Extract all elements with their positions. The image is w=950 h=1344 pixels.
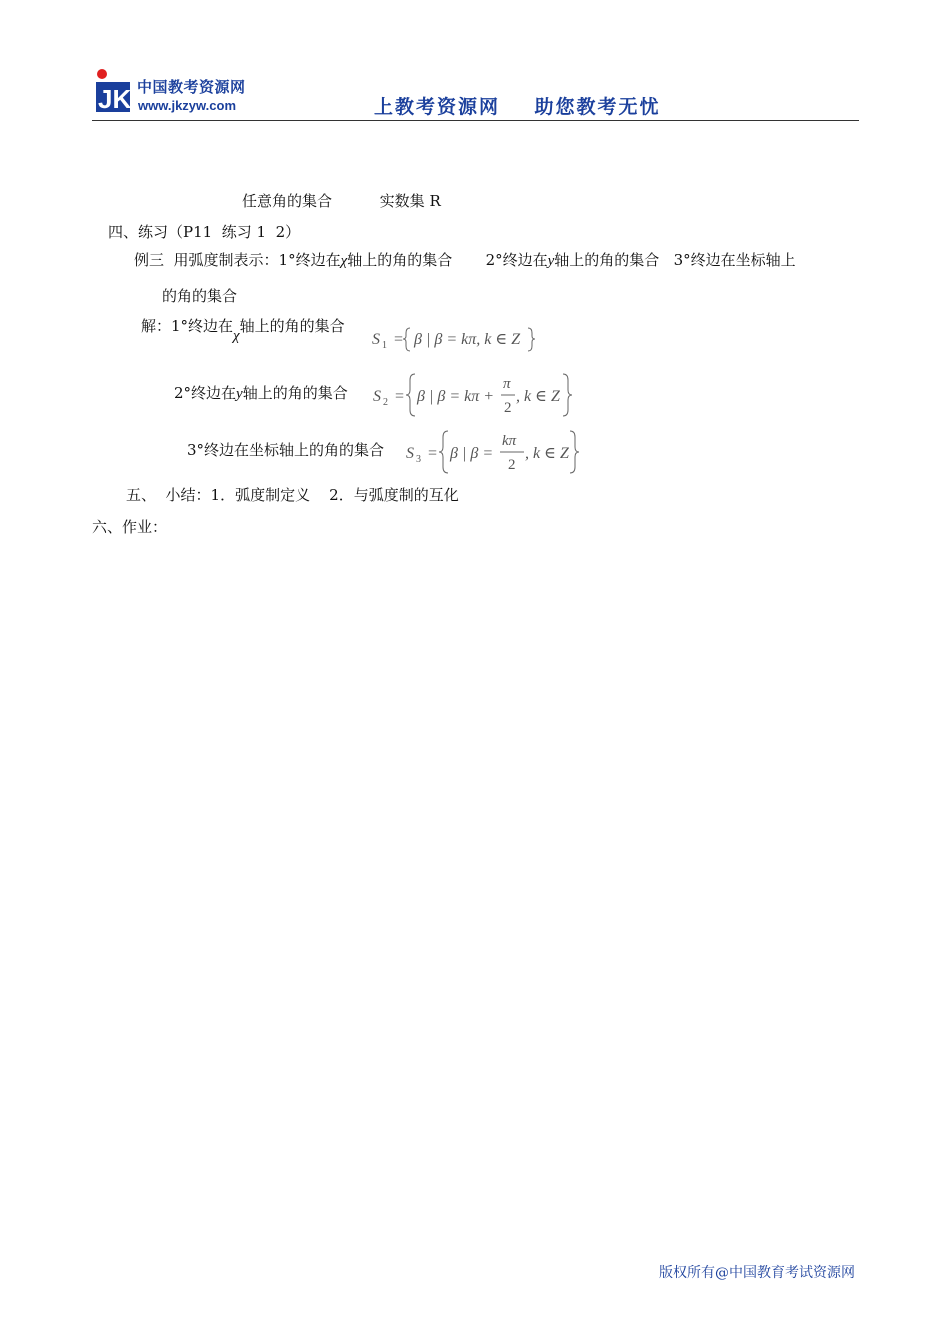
formula-s1 <box>372 322 542 356</box>
formula-s1-lhs: S <box>372 331 380 348</box>
formula-s3-right-brace <box>570 431 579 473</box>
formula-s2-left-brace <box>406 374 415 416</box>
example-mid2: 轴上的角的集合 3°终边在坐标轴上 <box>554 251 796 269</box>
formula-s1-right-brace <box>528 328 535 351</box>
formula-s3-sub: 3 <box>416 454 421 465</box>
logo-letters: JK <box>98 84 132 114</box>
example-3-continuation: 的角的集合 <box>162 287 238 305</box>
header-slogan: 上教考资源网 助您教考无忧 <box>374 96 661 118</box>
example-y-var: y <box>547 253 555 269</box>
solution-1-var: χ <box>233 328 240 344</box>
formula-s3 <box>406 428 586 476</box>
formula-s1-body: β | β = kπ, k ∈ Z <box>414 331 521 348</box>
formula-s2-after: , k ∈ Z <box>516 388 560 405</box>
solution-3-label: 3°终边在坐标轴上的角的集合 <box>187 441 385 459</box>
section-5-summary: 五、 小结：1．弧度制定义 2．与弧度制的互化 <box>126 486 459 504</box>
solution-1-label <box>141 316 345 344</box>
logo-site-url: www.jkzyw.com <box>138 98 237 113</box>
solution-1-suffix: 轴上的角的集合 <box>239 317 345 335</box>
header-divider <box>92 120 859 121</box>
formula-s2-sub: 2 <box>383 397 388 408</box>
formula-s1-left-brace <box>403 328 410 351</box>
formula-s2-numerator: π <box>503 376 511 392</box>
formula-s1-eq: = <box>394 331 404 348</box>
solution-1-prefix: 解：1°终边在 <box>141 317 234 335</box>
example-3-line <box>134 250 796 271</box>
formula-s1-sub: 1 <box>382 340 387 351</box>
formula-s2-denominator: 2 <box>504 400 512 416</box>
solution-2-suffix: 轴上的角的集合 <box>242 384 348 402</box>
formula-s3-numerator: kπ <box>502 433 517 449</box>
formula-s3-eq: = <box>428 445 438 462</box>
formula-s2-lhs: S <box>373 388 381 405</box>
formula-s2-before: β | β = kπ + <box>417 388 495 405</box>
solution-2-prefix: 2°终边在 <box>174 384 237 402</box>
example-prefix: 例三 用弧度制表示：1°终边在 <box>134 251 341 269</box>
sets-correspondence-line: 任意角的集合 实数集 R <box>242 192 441 210</box>
section-4-heading: 四、练习（P11 练习 1 2） <box>108 223 301 241</box>
example-x-var: χ <box>340 253 348 269</box>
logo-site-name: 中国教考资源网 <box>137 78 246 96</box>
formula-s3-after: , k ∈ Z <box>525 445 569 462</box>
solution-2-var: y <box>236 386 243 402</box>
formula-s3-before: β | β = <box>450 445 494 462</box>
example-mid1: 轴上的角的集合 2°终边在 <box>347 251 548 269</box>
formula-s2 <box>373 371 583 419</box>
formula-s3-denominator: 2 <box>508 457 516 473</box>
formula-s2-eq: = <box>395 388 405 405</box>
footer-copyright: 版权所有@中国教育考试资源网 <box>659 1265 855 1281</box>
formula-s3-lhs: S <box>406 445 414 462</box>
solution-2-label <box>174 383 348 404</box>
formula-s3-left-brace <box>439 431 448 473</box>
formula-s2-right-brace <box>563 374 572 416</box>
section-6-homework: 六、作业： <box>92 518 168 536</box>
site-logo-icon <box>94 68 132 114</box>
